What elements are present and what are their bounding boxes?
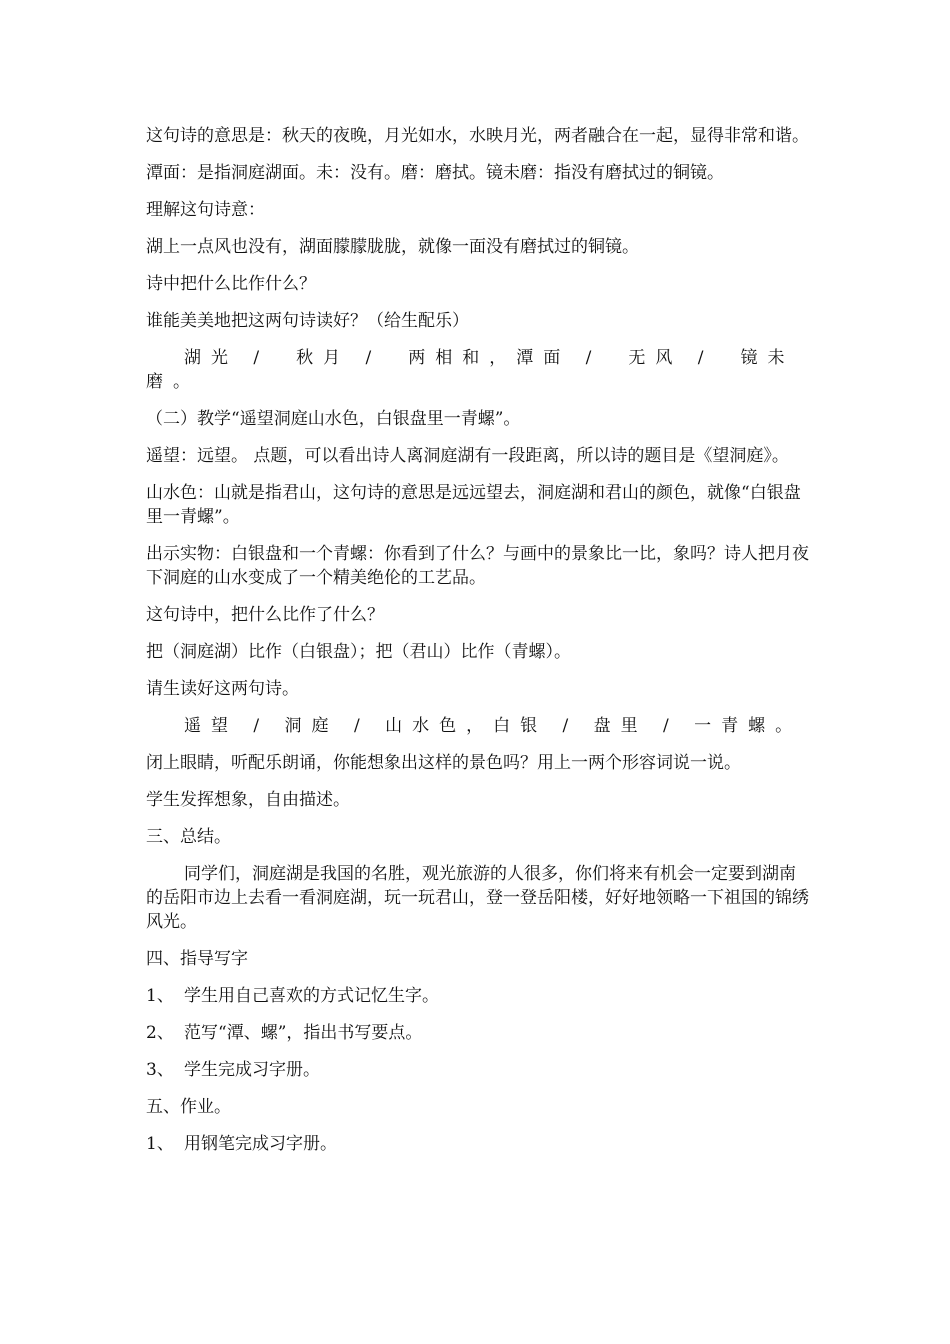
section-heading-summary: 三、总结。 [146, 827, 231, 847]
paragraph-summary: 同学们，洞庭湖是我国的名胜，观光旅游的人很多，你们将来有机会一定要到湖南的岳阳市边上去看一看洞庭湖，玩一玩君山，登一登岳阳楼，好好地领略一下祖国的锦绣风光。 [146, 864, 809, 932]
list-item [146, 984, 810, 1008]
paragraph-yaowang-definition: 遥望：远望。 点题，可以看出诗人离洞庭湖有一段距离，所以诗的题目是《望洞庭》。 [146, 446, 789, 466]
document-page [146, 124, 810, 1169]
paragraph-read-prompt: 谁能美美地把这两句诗读好？（给生配乐） [146, 311, 469, 331]
list-item-number: 1、 [146, 1134, 174, 1154]
paragraph-metaphor-question-2: 这句诗中，把什么比作了什么？ [146, 605, 384, 625]
list-item-text: 学生用自己喜欢的方式记忆生字。 [184, 986, 439, 1006]
list-item-number: 2、 [146, 1023, 174, 1043]
paragraph-shanshuise-definition: 山水色：山就是指君山，这句诗的意思是远远望去，洞庭湖和君山的颜色，就像“白银盘里一青螺”。 [146, 483, 801, 527]
list-item-text: 用钢笔完成习字册。 [184, 1134, 337, 1154]
list-item-number: 1、 [146, 986, 174, 1006]
section-heading-homework: 五、作业。 [146, 1097, 231, 1117]
poem-line-reading-2: 遥望 / 洞庭 / 山水色，白银 / 盘里 / 一青螺。 [184, 716, 803, 736]
list-item-text: 学生完成习字册。 [184, 1060, 320, 1080]
list-item-text: 范写“潭、螺”，指出书写要点。 [184, 1023, 423, 1043]
list-item [146, 1058, 810, 1082]
paragraph-real-object: 出示实物：白银盘和一个青螺：你看到了什么？与画中的景象比一比，象吗？诗人把月夜下洞庭的山水变成了一个精美绝伦的工艺品。 [146, 544, 809, 588]
section-heading-part-two: （二）教学“遥望洞庭山水色，白银盘里一青螺”。 [146, 409, 521, 429]
list-item-number: 3、 [146, 1060, 174, 1080]
list-item [146, 1021, 810, 1045]
paragraph-tanmian-definition: 潭面：是指洞庭湖面。未：没有。磨：磨拭。镜未磨：指没有磨拭过的铜镜。 [146, 163, 724, 183]
paragraph-understand-prompt: 理解这句诗意： [146, 200, 265, 220]
paragraph-lake-description: 湖上一点风也没有，湖面朦朦胧胧，就像一面没有磨拭过的铜镜。 [146, 237, 639, 257]
paragraph-metaphor-answer: 把（洞庭湖）比作（白银盘）；把（君山）比作（青螺）。 [146, 642, 571, 662]
paragraph-metaphor-question: 诗中把什么比作什么？ [146, 274, 316, 294]
poem-line-reading-1: 湖光 / 秋月 / 两相和，潭面 / 无风 / 镜未磨。 [146, 348, 795, 392]
paragraph-read-prompt-2: 请生读好这两句诗。 [146, 679, 299, 699]
paragraph-meaning: 这句诗的意思是：秋天的夜晚，月光如水，水映月光，两者融合在一起，显得非常和谐。 [146, 126, 809, 146]
paragraph-student-describe: 学生发挥想象，自由描述。 [146, 790, 350, 810]
list-item [146, 1132, 810, 1156]
paragraph-imagine-prompt: 闭上眼睛，听配乐朗诵，你能想象出这样的景色吗？用上一两个形容词说一说。 [146, 753, 741, 773]
section-heading-writing: 四、指导写字 [146, 949, 248, 969]
